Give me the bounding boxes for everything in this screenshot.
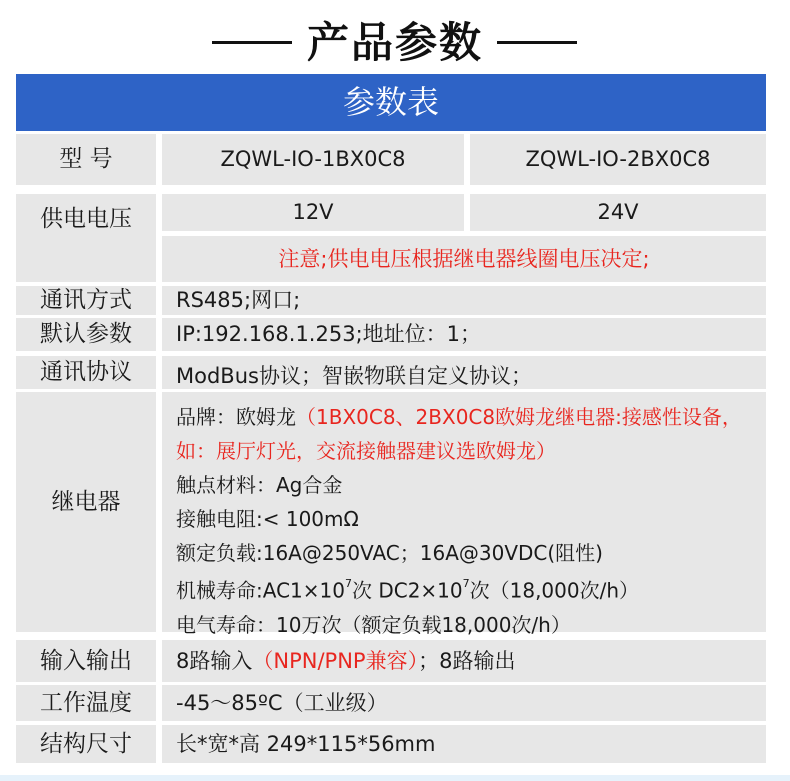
label-model: 型 号 <box>16 134 156 185</box>
relay-contact-material: 触点材料：Ag合金 <box>176 473 343 497</box>
label-defaults: 默认参数 <box>16 318 156 351</box>
label-io: 输入输出 <box>16 640 156 682</box>
label-comm: 通讯方式 <box>16 286 156 315</box>
relay-brand-note: （1BX0C8、2BX0C8欧姆龙继电器:接感性设备， <box>296 405 742 429</box>
title-divider-right <box>497 41 577 44</box>
table-header: 参数表 <box>16 74 766 131</box>
model-value-2: ZQWL-IO-2BX0C8 <box>470 134 766 185</box>
relay-brand-note-2: 如：展厅灯光，交流接触器建议选欧姆龙） <box>176 439 556 463</box>
power-note: 注意;供电电压根据继电器线圈电压决定; <box>162 236 766 282</box>
protocol-value: ModBus协议；智嵌物联自定义协议； <box>162 356 766 389</box>
bottom-divider <box>0 775 790 781</box>
power-value-2: 24V <box>470 194 766 231</box>
relay-rated-load: 额定负载:16A@250VAC；16A@30VDC(阻性) <box>176 541 603 565</box>
mech-life-prefix: 机械寿命:AC1×10 <box>176 578 345 603</box>
relay-details <box>162 392 766 637</box>
io-suffix: ；8路输出 <box>418 649 516 673</box>
label-protocol: 通讯协议 <box>16 356 156 389</box>
io-prefix: 8路输入 <box>176 649 253 673</box>
size-value: 长*宽*高 249*115*56mm <box>162 725 766 763</box>
comm-value: RS485;网口; <box>162 286 766 315</box>
io-highlight: （NPN/PNP兼容） <box>252 649 419 673</box>
label-temp: 工作温度 <box>16 685 156 721</box>
relay-brand: 品牌：欧姆龙 <box>176 405 296 429</box>
temp-value: -45～85ºC（工业级） <box>162 685 766 721</box>
relay-contact-resistance: 接触电阻:< 100mΩ <box>176 507 359 531</box>
label-power: 供电电压 <box>16 194 156 282</box>
mech-life-suffix: 次（18,000次/h） <box>469 578 640 603</box>
power-value-1: 12V <box>162 194 464 231</box>
io-value <box>162 640 766 682</box>
defaults-value: IP:192.168.1.253;地址位：1； <box>162 318 766 351</box>
relay-elec-life: 电气寿命：10万次（额定负载18,000次/h） <box>176 612 571 637</box>
label-relay: 继电器 <box>16 392 156 632</box>
relay-brand-line <box>176 400 766 434</box>
label-size: 结构尺寸 <box>16 725 156 763</box>
mech-life-exp2: 7 <box>462 577 470 590</box>
mech-life-exp1: 7 <box>344 577 352 590</box>
page-title: 产品参数 <box>306 18 483 67</box>
relay-mech-life <box>176 570 766 608</box>
model-value-1: ZQWL-IO-1BX0C8 <box>162 134 464 185</box>
mech-life-mid: 次 DC2×10 <box>351 578 463 603</box>
page-title-area <box>0 0 790 72</box>
